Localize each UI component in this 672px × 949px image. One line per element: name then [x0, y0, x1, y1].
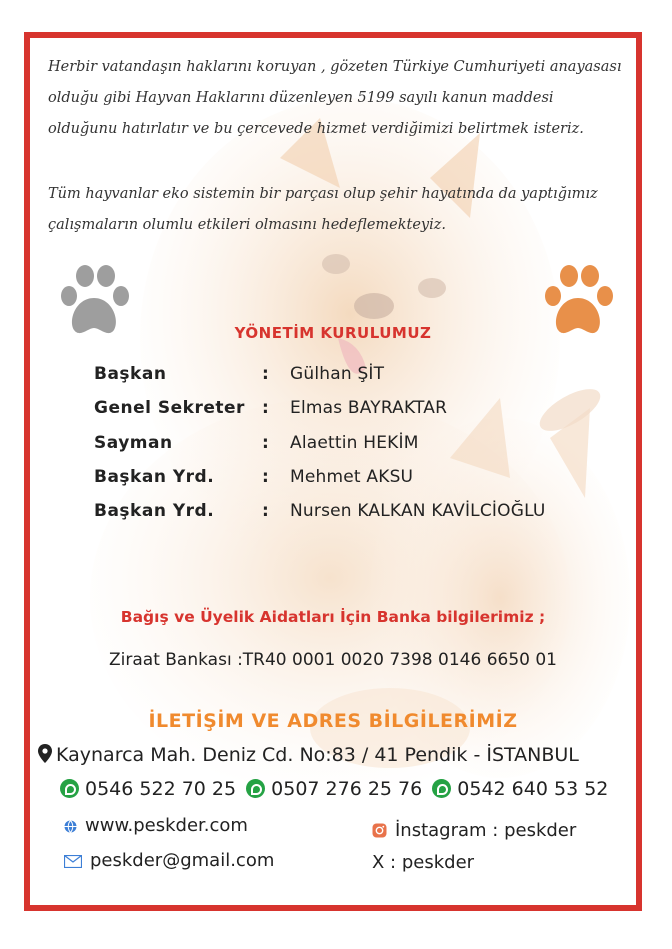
- poster-frame: [24, 32, 642, 911]
- member-role: Sayman: [94, 433, 173, 453]
- member-name: Mehmet AKSU: [290, 467, 414, 487]
- member-role: Başkan Yrd.: [94, 501, 215, 521]
- intro-line: olduğunu hatırlatır ve bu çercevede hizmet verdiğimizi belirtmek isteriz.: [48, 121, 584, 137]
- address-line: [38, 744, 638, 766]
- board-member-row: [94, 364, 634, 398]
- member-name: Alaettin HEKİM: [290, 433, 419, 453]
- member-role: Başkan: [94, 364, 167, 384]
- email-link[interactable]: peskder@gmail.com: [90, 850, 275, 871]
- phone-numbers: [60, 778, 640, 800]
- phone-number[interactable]: 0546 522 70 25: [85, 778, 237, 800]
- intro-line: olduğu gibi Hayvan Haklarını düzenleyen 5199 sayılı kanun maddesi: [48, 90, 554, 106]
- email-row: [64, 850, 274, 871]
- separator: :: [262, 467, 269, 487]
- instagram-icon: [372, 823, 387, 838]
- phone-number[interactable]: 0542 640 53 52: [457, 778, 609, 800]
- phone-number[interactable]: 0507 276 25 76: [271, 778, 423, 800]
- instagram-handle[interactable]: İnstagram : peskder: [395, 820, 577, 841]
- separator: :: [262, 433, 269, 453]
- separator: :: [262, 501, 269, 521]
- separator: :: [262, 364, 269, 384]
- whatsapp-icon: [60, 779, 79, 798]
- board-member-row: [94, 467, 634, 501]
- x-account-row: [372, 852, 474, 873]
- board-member-row: [94, 433, 634, 467]
- bank-account-info: Ziraat Bankası :TR40 0001 0020 7398 0146 6650 01: [109, 650, 557, 670]
- member-role: Genel Sekreter: [94, 398, 245, 418]
- intro-line: Tüm hayvanlar eko sistemin bir parçası olup şehir hayatında da yaptığımız: [48, 186, 598, 202]
- address-text: Kaynarca Mah. Deniz Cd. No:83 / 41 Pendik - İSTANBUL: [56, 744, 579, 766]
- instagram-row: [372, 820, 576, 841]
- website-row: [64, 815, 248, 836]
- website-link[interactable]: www.peskder.com: [85, 815, 248, 836]
- board-member-row: [94, 398, 634, 432]
- bank-title: Bağış ve Üyelik Aidatları İçin Banka bilgilerimiz ;: [120, 608, 546, 626]
- member-name: Nursen KALKAN KAVİLCİOĞLU: [290, 501, 546, 521]
- location-pin-icon: [38, 744, 52, 763]
- x-account-handle[interactable]: X : peskder: [372, 852, 475, 873]
- intro-paragraph-2: [48, 179, 628, 241]
- member-name: Elmas BAYRAKTAR: [290, 398, 448, 418]
- board-member-row: [94, 501, 634, 535]
- separator: :: [262, 398, 269, 418]
- mail-icon: [64, 855, 82, 868]
- whatsapp-icon: [246, 779, 265, 798]
- member-name: Gülhan ŞİT: [290, 364, 385, 384]
- intro-paragraph-1: [48, 52, 628, 145]
- whatsapp-icon: [432, 779, 451, 798]
- globe-icon: [64, 820, 77, 833]
- member-role: Başkan Yrd.: [94, 467, 215, 487]
- intro-line: Herbir vatandaşın haklarını koruyan , gözeten Türkiye Cumhuriyeti anayasası: [48, 59, 622, 75]
- contact-title: İLETİŞİM VE ADRES BİLGİLERİMİZ: [148, 710, 518, 732]
- intro-line: çalışmaların olumlu etkileri olmasını hedeflemekteyiz.: [48, 217, 447, 233]
- board-title: YÖNETİM KURULUMUZ: [234, 324, 432, 342]
